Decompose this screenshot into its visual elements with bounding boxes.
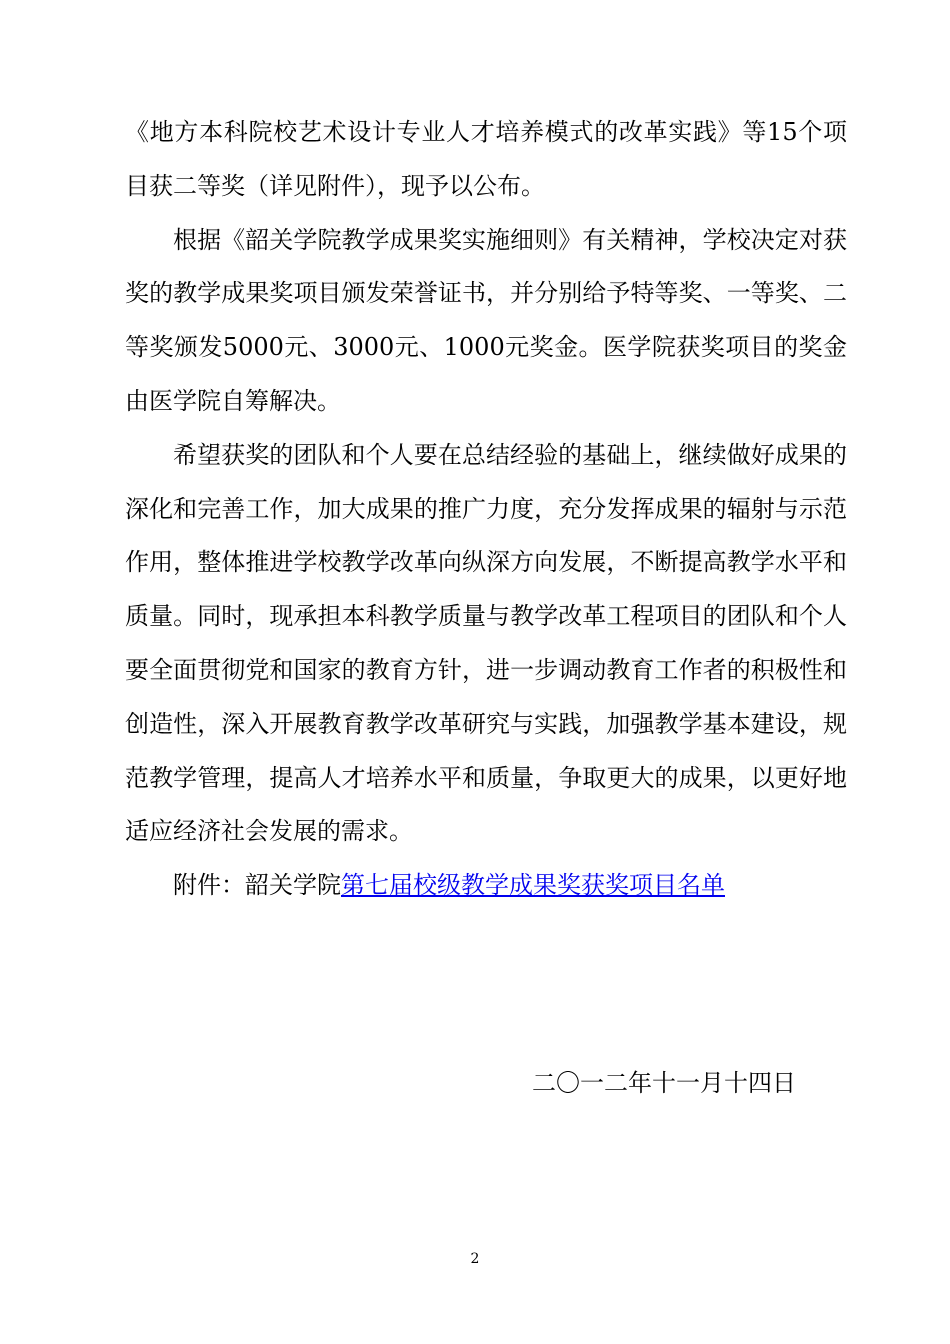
paragraph-expectations: 希望获奖的团队和个人要在总结经验的基础上，继续做好成果的深化和完善工作，加大成果的推广力度，充分发挥成果的辐射与示范作用，整体推进学校教学改革向纵深方向发展，不断提高教学水平和质量。同时，现承担本科教学质量与教学改革工程项目的团队和个人要全面贯彻党和国家的教育方针，进一步调动教育工作者的积极性和创造性，深入开展教育教学改革研究与实践，加强教学基本建设，规范教学管理，提高人才培养水平和质量，争取更大的成果，以更好地适应经济社会发展的需求。 — [125, 440, 847, 846]
page-number: 2 — [470, 1251, 480, 1267]
attachment-prefix: 附件：韶关学院 — [173, 871, 341, 900]
document-date: 二〇一二年十一月十四日 — [532, 1069, 796, 1097]
document-body — [125, 106, 847, 913]
attachment-link[interactable]: 第七届校级教学成果奖获奖项目名单 — [341, 871, 725, 900]
paragraph-continuation: 《地方本科院校艺术设计专业人才培养模式的改革实践》等15个项目获二等奖（详见附件），现予以公布。 — [125, 118, 847, 200]
paragraph-award-funding: 根据《韶关学院教学成果奖实施细则》有关精神，学校决定对获奖的教学成果奖项目颁发荣誉证书，并分别给予特等奖、一等奖、二等奖颁发5000元、3000元、1000元奖金。医学院获奖项目的奖金由医学院自筹解决。 — [125, 225, 847, 415]
attachment-line — [125, 859, 847, 913]
